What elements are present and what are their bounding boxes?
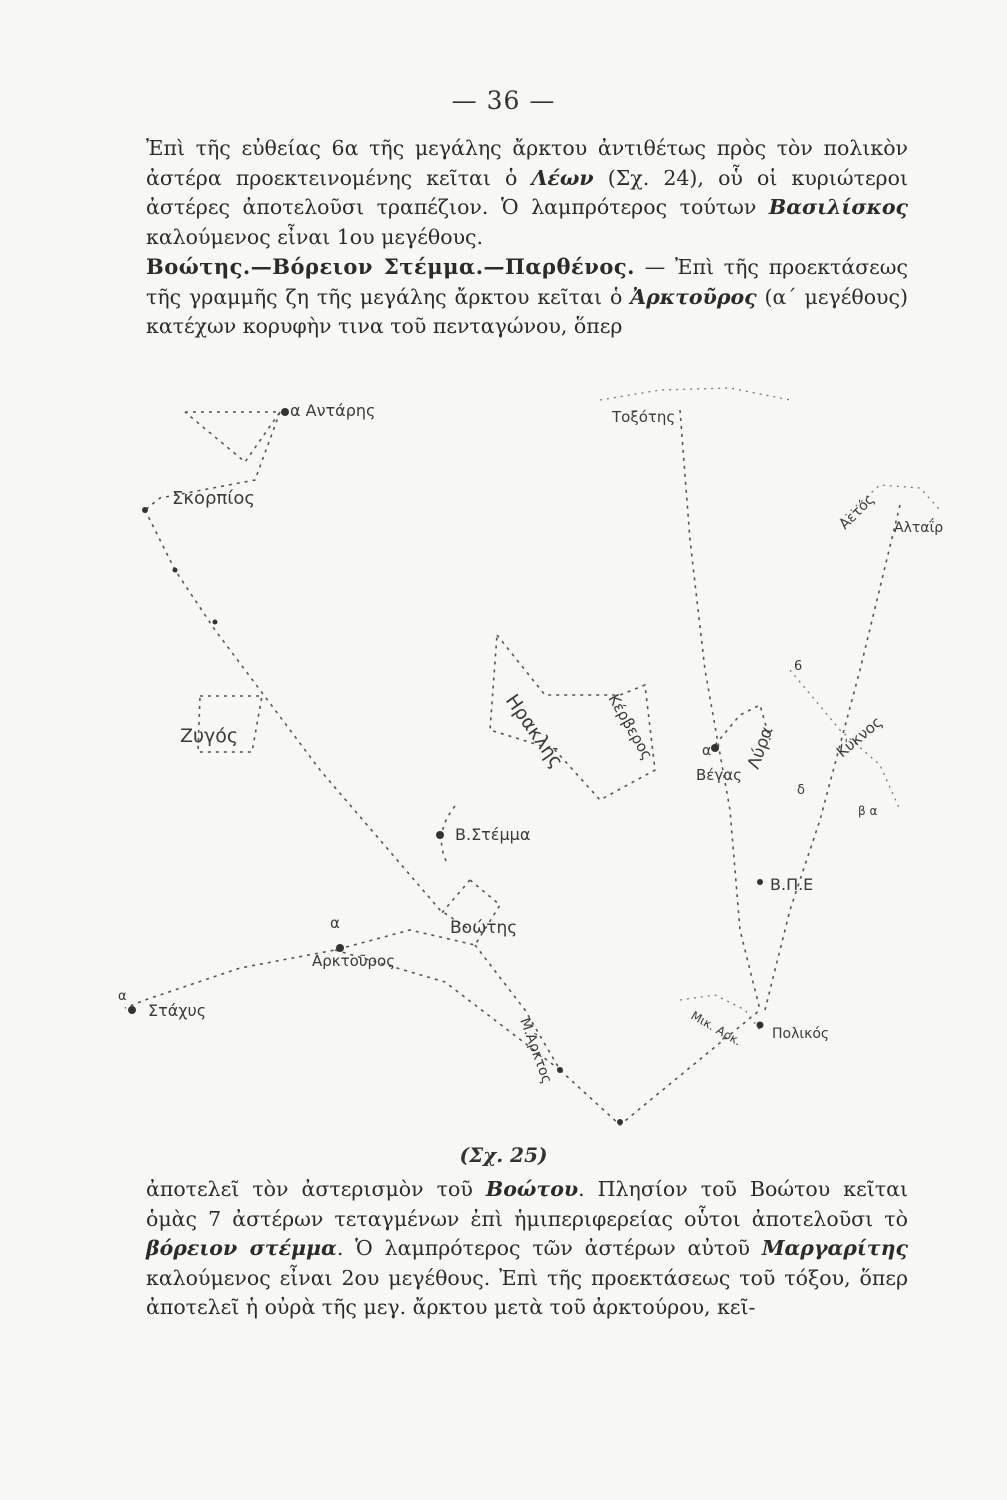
term-leon: Λέων	[531, 165, 594, 190]
label-alpha-lyra: α	[702, 743, 712, 759]
star	[617, 1119, 623, 1125]
label-vegas: Βέγας	[696, 766, 742, 784]
label-vootis: Βοώτης	[450, 918, 518, 938]
star-chart	[0, 370, 1007, 1170]
sagittarius-lines	[600, 388, 790, 400]
label-bpe: Β.Π.Ε	[770, 875, 814, 894]
term-vootou: Βοώτου	[485, 1177, 579, 1201]
text-run: (α΄ μεγέθους) κατέχων κορυφὴν τινα τοῦ πενταγώνου, ὅπερ	[146, 284, 908, 338]
label-delta: δ	[797, 783, 805, 798]
antares-star	[281, 408, 289, 416]
spica-star	[128, 1006, 136, 1014]
label-polikos: Πολικός	[772, 1026, 830, 1042]
label-stachys: Στάχυς	[148, 1001, 207, 1020]
term-margaritis: Μαργαρίτης	[761, 1236, 908, 1260]
star	[173, 568, 178, 573]
label-megali-arktos: Μ.Άρκτος	[516, 1015, 555, 1086]
text-run: ἀποτελεῖ τὸν ἀστερισμὸν τοῦ	[146, 1177, 486, 1201]
star	[142, 507, 148, 513]
term-stemma: βόρειον στέμμα	[146, 1236, 337, 1260]
term-vasiliskos: Βασιλίσκος	[768, 195, 908, 219]
polaris-star	[757, 1022, 764, 1029]
text-run: καλούμενος εἶναι 2ου μεγέθους. Ἐπὶ τῆς προεκτάσεως τοῦ τόξου, ὅπερ ἀποτελεῖ ἡ οὐρὰ τῆς μεγ. ἄρκτου μετὰ τοῦ ἀρκτούρου, κεῖ-	[146, 1265, 908, 1319]
bootes-lines	[125, 880, 760, 1125]
label-zygos: Ζυγός	[180, 725, 239, 747]
label-v-stemma: Β.Στέμμα	[455, 825, 531, 844]
star	[213, 620, 218, 625]
margaritis-star	[436, 831, 444, 839]
star	[757, 879, 763, 885]
label-kyknos: Κύκνος	[833, 712, 886, 762]
text-run: Ἐπὶ τῆς εὐθείας 6α τῆς μεγάλης ἄρκτου ἀντιθέτως πρὸς τὸν πολικὸν ἀστέρα προεκτεινομένης κεῖται ὁ	[146, 136, 908, 190]
label-altair: Αλταΐρ	[894, 520, 944, 536]
label-kerveros: Κέρβερος	[604, 691, 657, 763]
label-alpha-stachys: α	[118, 989, 127, 1004]
label-antares: α Αντάρης	[290, 401, 376, 420]
label-lyra: Λύρα	[743, 724, 778, 772]
star	[557, 1067, 563, 1073]
star-chart-figure	[0, 370, 1007, 1170]
label-aetos: Αετός	[836, 491, 878, 533]
term-arktouros: Ἀρκτοῦρος	[630, 284, 757, 309]
label-beta-a: β α	[858, 804, 878, 818]
label-mikra-arktos: Μικ. Αρκ.	[688, 1008, 744, 1049]
label-toxotis: Τοξότης	[612, 408, 676, 426]
text-run: . Πλησίον τοῦ Βοώτου κεῖται ὁμὰς 7 ἀστέρων τεταγμένων ἐπὶ ἡμιπεριφερείας οὗτοι ἀποτελοῦσι τὸ	[146, 1177, 908, 1231]
figure-caption: (Σχ. 25)	[459, 1143, 548, 1167]
scorpius-stars	[142, 408, 289, 625]
label-alpha-arkt: α	[330, 914, 340, 932]
label-skorpios: Σκορπίος	[172, 488, 255, 509]
text-run: (Σχ. 24), οὗ οἱ κυριώτεροι ἀστέρες ἀποτελοῦσι τραπέζιον. Ὁ λαμπρότερος τούτων	[146, 165, 908, 219]
label-iraklis: Ηρακλής	[500, 690, 568, 773]
label-six: 6	[794, 659, 803, 674]
text-run: — Ἐπὶ τῆς προεκτάσεως τῆς γραμμῆς ζη τῆς μεγάλης ἄρκτου κεῖται ὁ	[146, 255, 909, 309]
arktouros-star	[336, 944, 344, 952]
label-arktouros: Αρκτοῦρος	[312, 952, 396, 970]
page-number: — 36 —	[451, 86, 556, 115]
section-heading: Βοώτης.—Βόρειον Στέμμα.—Παρθένος.	[146, 254, 635, 279]
text-run: καλούμενος εἶναι 1ου μεγέθους.	[146, 224, 484, 249]
text-run: . Ὁ λαμπρότερος τῶν ἀστέρων αὐτοῦ	[336, 1236, 762, 1260]
paragraph-top	[146, 134, 908, 342]
paragraph-bottom	[146, 1175, 908, 1323]
